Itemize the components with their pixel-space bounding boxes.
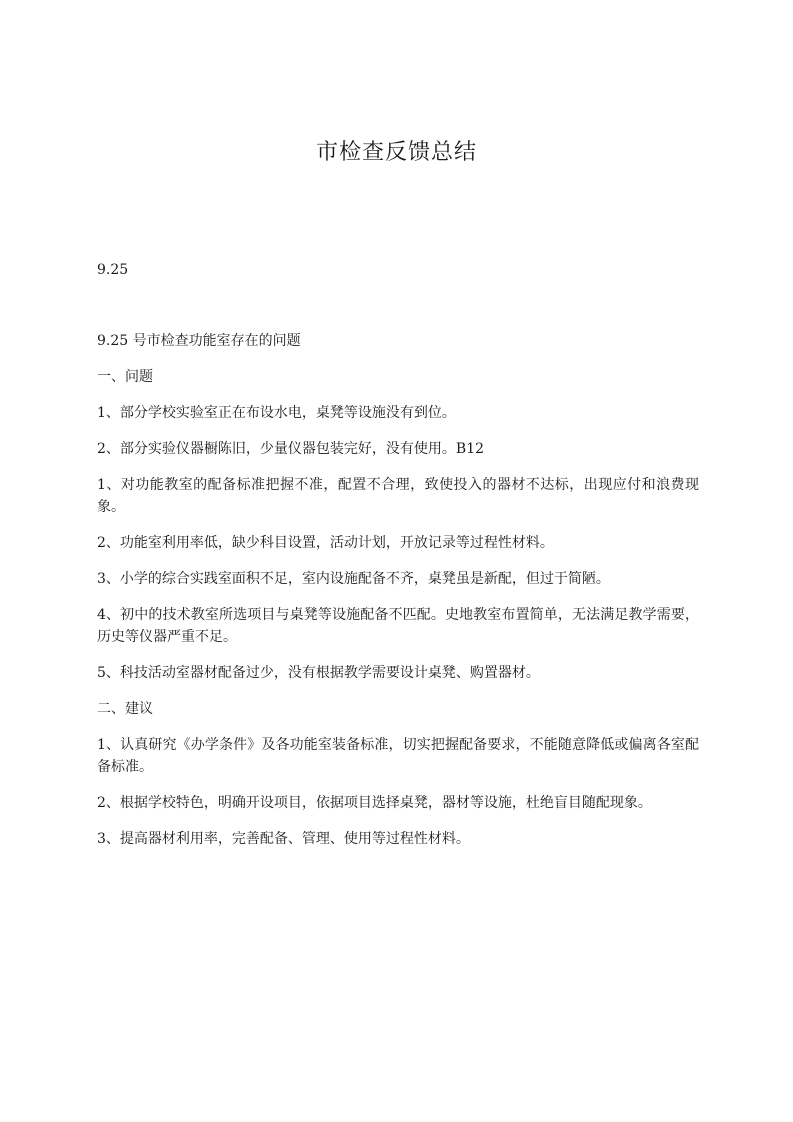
problem-item: 2、功能室利用率低，缺少科目设置，活动计划，开放记录等过程性材料。 [97,535,554,551]
suggestion-item: 3、提高器材利用率，完善配备、管理、使用等过程性材料。 [97,831,470,847]
problem-item: 5、科技活动室器材配备过少，没有根据教学需要设计桌凳、购置器材。 [97,665,540,681]
problem-item: 2、部分实验仪器橱陈旧，少量仪器包装完好，没有使用。B12 [97,441,485,457]
document-body [97,330,699,864]
suggestion-item: 2、根据学校特色，明确开设项目，依据项目选择桌凳，器材等设施，杜绝盲目随配现象。 [97,795,652,811]
problem-item: 4、初中的技术教室所选项目与桌凳等设施配备不匹配。史地教室布置简单，无法满足教学需要，历史等仪器严重不足。 [97,607,699,645]
suggestion-item: 1、认真研究《办学条件》及各功能室装备标准，切实把握配备要求，不能随意降低或偏离各室配备标准。 [97,737,699,775]
problem-item: 3、小学的综合实践室面积不足，室内设施配备不齐，桌凳虽是新配，但过于简陋。 [97,571,610,587]
section-heading-problems: 一、问题 [97,369,153,385]
subject-line: 9.25 号市检查功能室存在的问题 [97,333,301,349]
document-date: 9.25 [97,262,129,278]
problem-item: 1、部分学校实验室正在布设水电，桌凳等设施没有到位。 [97,405,456,421]
document-title: 市检查反馈总结 [315,140,477,165]
section-heading-suggestions: 二、建议 [97,701,153,717]
problem-item: 1、对功能教室的配备标准把握不准，配置不合理，致使投入的器材不达标，出现应付和浪费现象。 [97,477,699,515]
